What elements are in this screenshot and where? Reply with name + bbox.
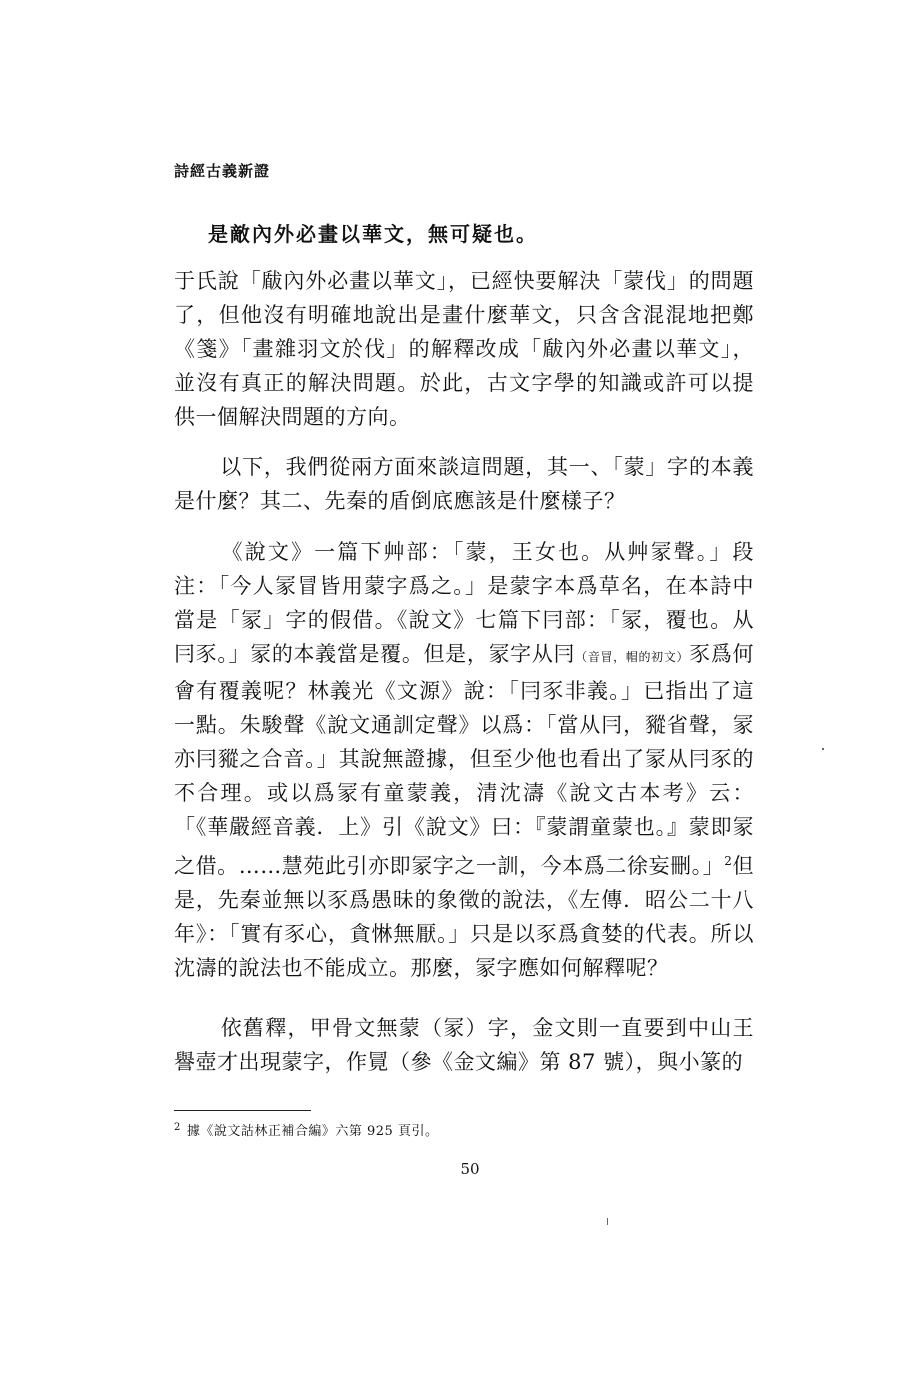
paragraph-1-text: 于氏說「瞂內外必畫以華文」，已經快要解決「蒙伐」的問題了，但他沒有明確地說出是畫什麼華文，只含含混混地把鄭《箋》「畫雜羽文於伐」的解釋改成「瞂內外必畫以華文」，並沒有真正的解決問題。於此，古文字學的知識或許可以提供一個解決問題的方向。 bbox=[174, 269, 754, 429]
scan-speck bbox=[607, 1218, 608, 1225]
paragraph-3-text-a: 《說文》一篇下艸部：「蒙，王女也。从艸冡聲。」段注：「今人冡冒皆用蒙字爲之。」是蒙字本爲草名，在本詩中當是「冡」字的假借。《說文》七篇下冃部：「冡，覆也。从冃豕。」冡的本義當是覆。但是，冡字从冃 bbox=[174, 540, 754, 666]
paragraph-4 bbox=[174, 1011, 754, 1079]
inline-note: （音冒，帽的初文） bbox=[575, 650, 690, 664]
paragraph-2 bbox=[174, 450, 754, 518]
paragraph-1 bbox=[174, 264, 754, 434]
paragraph-3 bbox=[174, 535, 754, 985]
quoted-line: 是敵內外必畫以華文，無可疑也。 bbox=[208, 222, 538, 246]
running-head: 詩經古義新證 bbox=[174, 162, 271, 180]
paragraph-3-text-b: 豕爲何會有覆義呢？林義光《文源》說：「冃豕非義。」已指出了這一點。朱駿聲《說文通訓定聲》以爲：「當从冃，豵省聲，冡亦冃豵之合音。」其說無證據，但至少他也看出了冡从冃豕的不合理。或以爲冡有童蒙義，清沈濤《說文古本考》云：「《華嚴經音義．上》引《說文》曰：『蒙謂童蒙也。』蒙即冡之借。……慧苑此引亦即冡字之一訓，今本爲二徐妄刪。」 bbox=[174, 642, 754, 878]
paragraph-3-text-c: 但是，先秦並無以豕爲愚昧的象徵的說法，《左傳．昭公二十八年》：「實有豕心，貪惏無厭。」只是以豕爲貪婪的代表。所以沈濤的說法也不能成立。那麼，冡字應如何解釋呢？ bbox=[174, 854, 755, 980]
paragraph-2-text: 以下，我們從兩方面來談這問題，其一、「蒙」字的本義是什麼？其二、先秦的盾倒底應該是什麼樣子？ bbox=[174, 455, 754, 513]
page-number: 50 bbox=[460, 1160, 480, 1178]
footnote-number: 2 bbox=[174, 1121, 181, 1133]
footnote bbox=[174, 1120, 438, 1139]
footnote-reference: 2 bbox=[724, 854, 733, 868]
footnote-text: 據《說文詁林正補合編》六第 925 頁引。 bbox=[186, 1124, 439, 1139]
scan-speck bbox=[822, 748, 824, 750]
paragraph-4-text: 依舊釋，甲骨文無蒙（冡）字，金文則一直要到中山王譽壺才出現蒙字，作㒻（參《金文編》第 87 號），與小篆的 bbox=[174, 1016, 754, 1074]
footnote-divider bbox=[174, 1110, 311, 1111]
